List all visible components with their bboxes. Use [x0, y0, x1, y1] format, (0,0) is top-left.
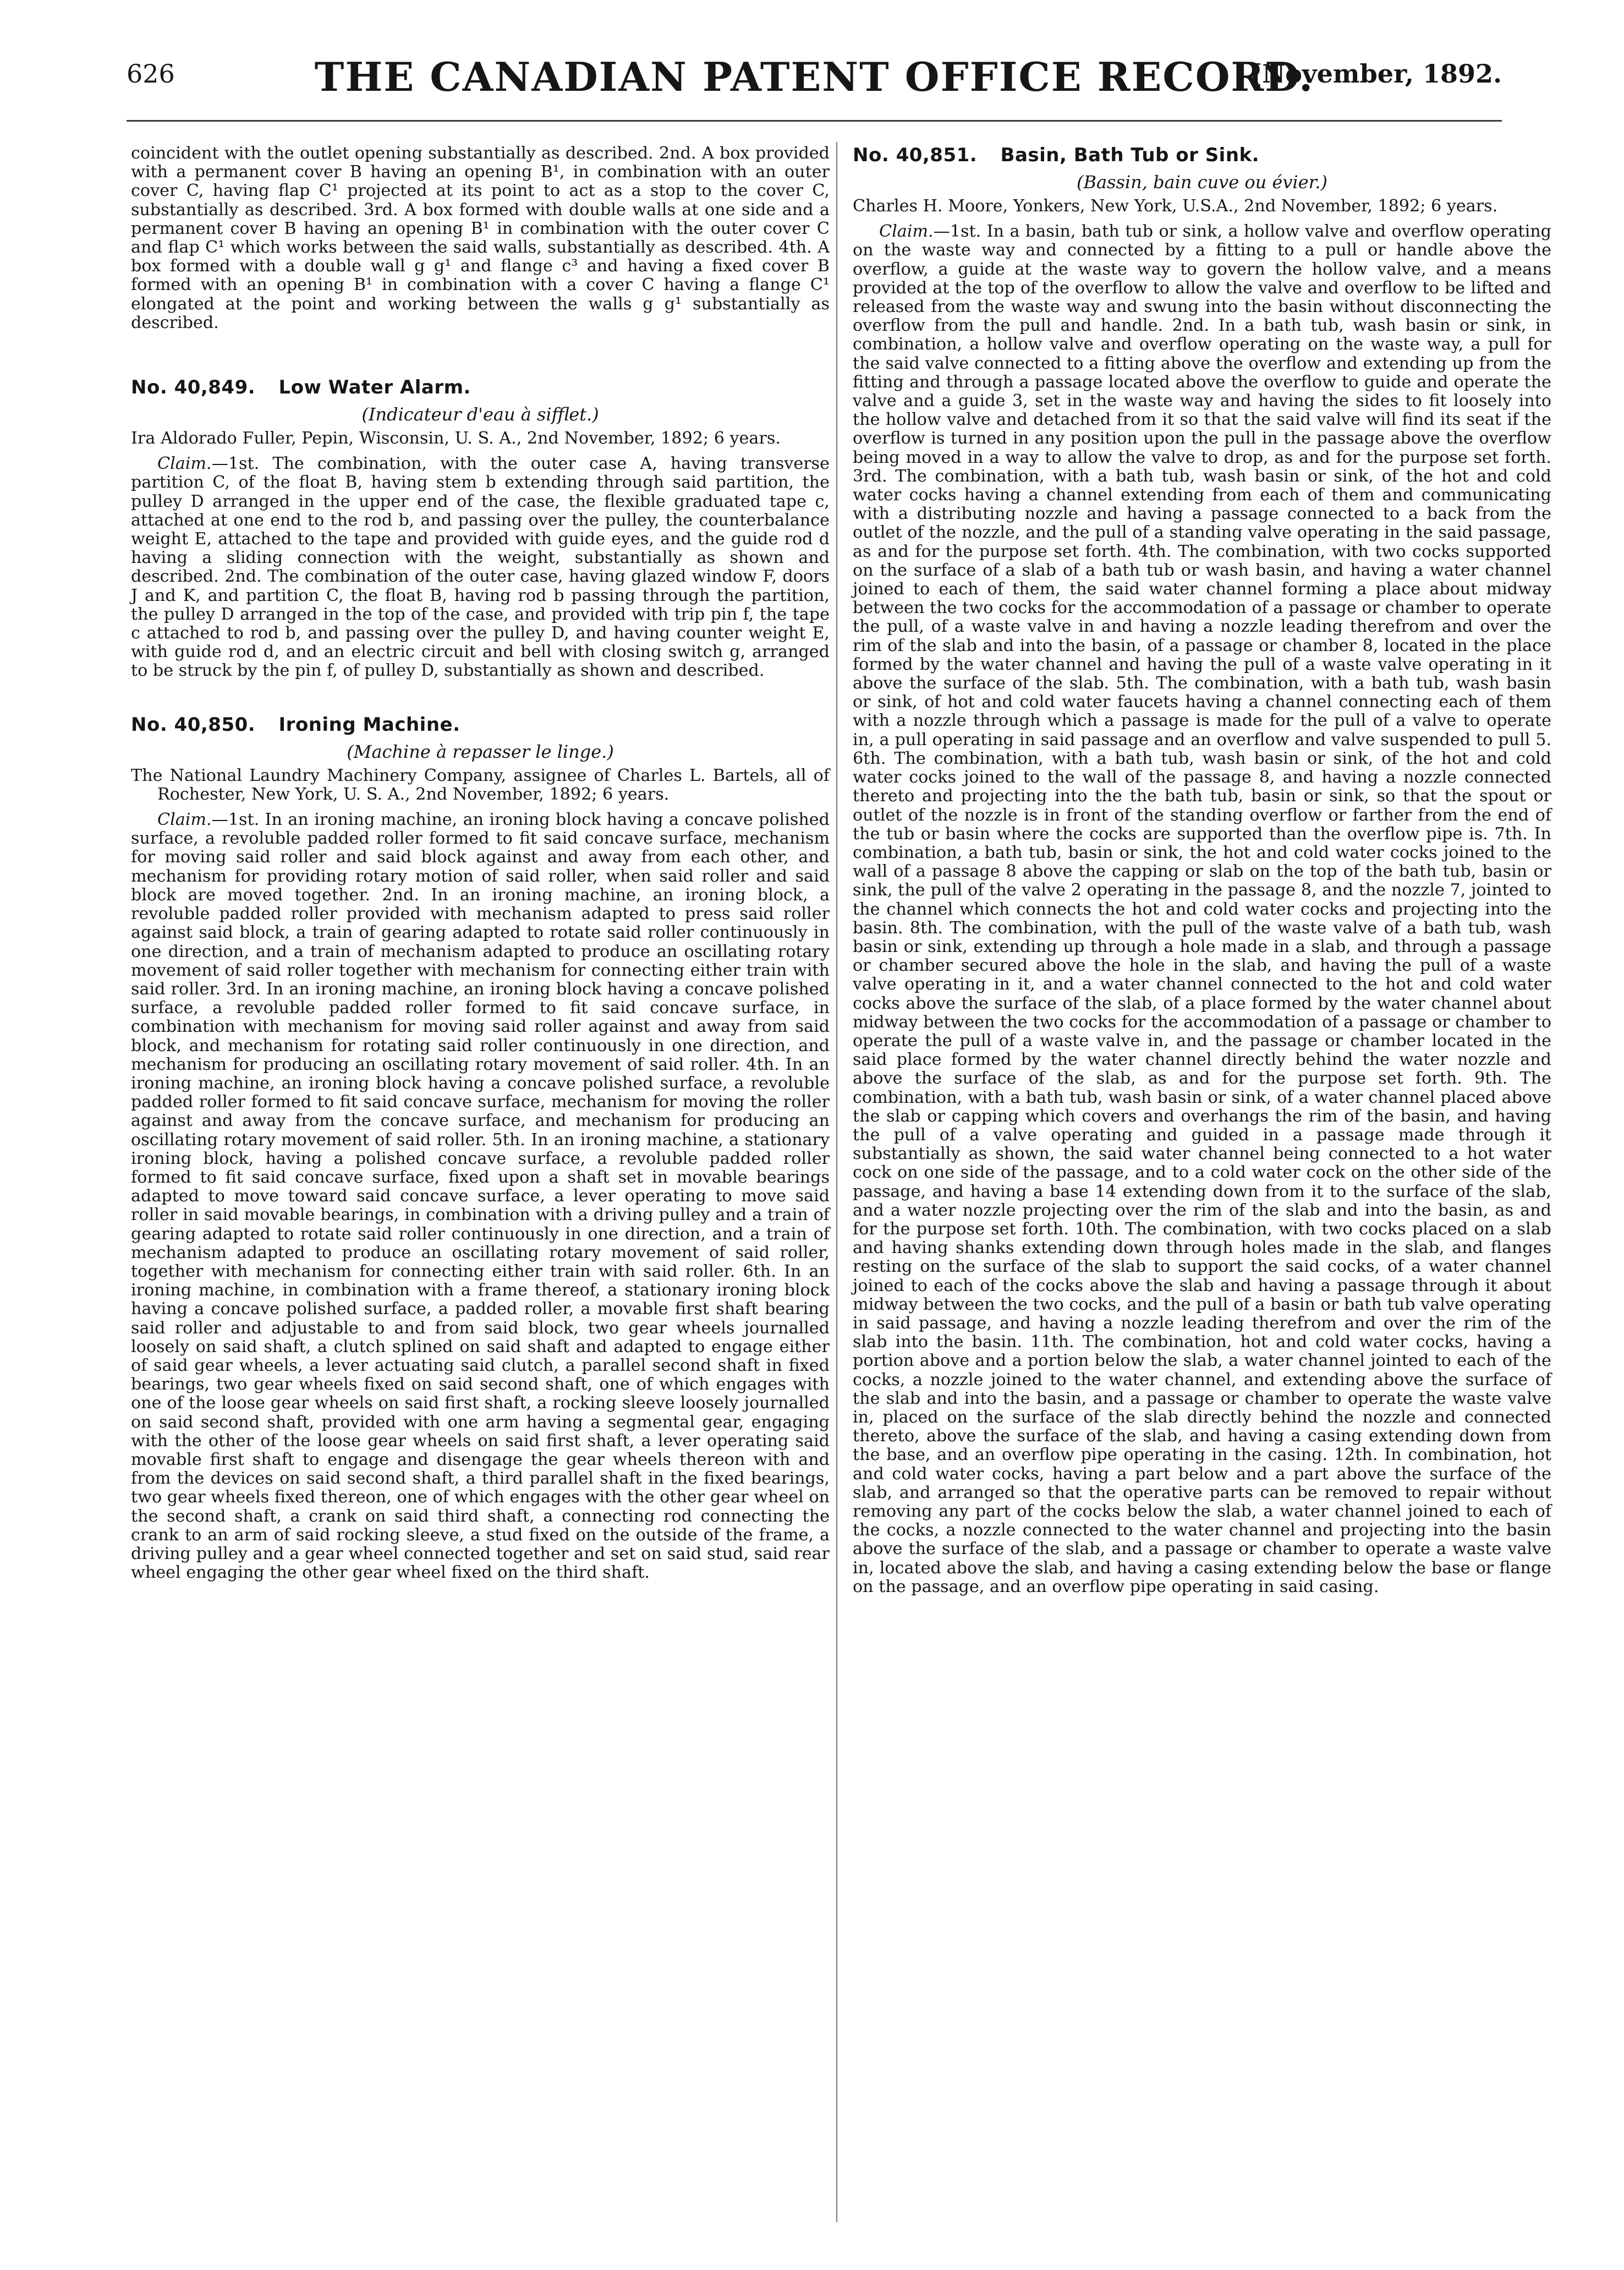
claim-label: Claim. — [157, 810, 212, 830]
issue-date: [November, 1892. — [1250, 59, 1502, 89]
patent-number: No. 40,850. — [131, 713, 256, 736]
inventor-line: Charles H. Moore, Yonkers, New York, U.S.A., 2nd November, 1892; 6 years. — [853, 196, 1498, 216]
entry-heading — [853, 144, 1551, 166]
claim-label: Claim. — [879, 222, 934, 242]
french-title: (Machine à repasser le linge.) — [347, 741, 614, 762]
left-column — [131, 144, 830, 1582]
inventor-line: Ira Aldorado Fuller, Pepin, Wisconsin, U. S. A., 2nd November, 1892; 6 years. — [131, 429, 781, 448]
inventor-line: The National Laundry Machinery Company, assignee of Charles L. Bartels, all of Rochester, New York, U. S. A., 2nd November, 1892; 6 years. — [131, 765, 830, 804]
claim-text — [131, 811, 830, 1582]
entry-heading — [131, 714, 830, 736]
french-title: (Indicateur d'eau à sifflet.) — [361, 404, 599, 425]
entry-heading — [131, 376, 830, 398]
continuation-text: coincident with the outlet opening substantially as described. 2nd. A box provided with a permanent cover B having an opening B¹, in combination with an outer cover C, having flap C¹ projected at its point to act as a stop to the cover C, substantially as described. 3rd. A box formed with double walls at one side and a permanent cover B having an opening B¹ in combination with the outer cover C and flap C¹ which works between the said walls, substantially as described. 4th. A box formed with a double wall g g¹ and flange c³ and having a fixed cover B formed with an opening B¹ in combination with a cover C having a flange C¹ elongated at the point and working between the walls g g¹ substantially as described. — [131, 144, 830, 332]
patent-number: No. 40,851. — [853, 144, 978, 166]
page-header — [127, 47, 1502, 113]
patent-entry-40851 — [853, 144, 1551, 1596]
claim-text — [853, 222, 1551, 1596]
header-rule — [127, 120, 1502, 122]
column-divider — [836, 142, 837, 2222]
publication-title: THE CANADIAN PATENT OFFICE RECORD. — [314, 53, 1314, 100]
claim-body: —1st. The combination, with the outer case A, having transverse partition C, of the float B, having stem b extending through said partition, the pulley D arranged in the upper end of the case, the flexible graduated tape c, attached at one end to the rod b, and passing over the pulley, the counterbalance weight E, attached to the tape and provided with guide eyes, and the guide rod d having a sliding connection with the weight, substantially as shown and described. 2nd. The combination of the outer case, having glazed window F, doors J and K, and partition C, the float B, having rod b passing through the partition, the pulley D arranged in the top of the case, and provided with trip pin f, the tape c attached to rod b, and passing over the pulley D, and having counter weight E, with guide rod d, and an electric circuit and bell with closing switch g, arranged to be struck by the pin f, of pulley D, substantially as shown and described. — [131, 454, 830, 681]
french-title: (Bassin, bain cuve ou évier.) — [1076, 172, 1328, 193]
claim-text — [131, 455, 830, 680]
patent-title: Low Water Alarm. — [278, 376, 471, 399]
patent-number: No. 40,849. — [131, 376, 256, 399]
patent-entry-40850 — [131, 714, 830, 1583]
patent-title: Ironing Machine. — [278, 713, 460, 736]
right-column — [853, 144, 1551, 1596]
patent-title: Basin, Bath Tub or Sink. — [1000, 144, 1260, 166]
patent-entry-40849 — [131, 376, 830, 681]
claim-label: Claim. — [157, 454, 212, 474]
page-number: 626 — [127, 59, 175, 89]
claim-body: —1st. In an ironing machine, an ironing block having a concave polished surface, a revoluble padded roller formed to fit said concave surface, mechanism for moving said roller and said block against and away from each other, and mechanism for providing rotary motion of said roller, when said roller and said block are moved together. 2nd. In an ironing machine, an ironing block, a revoluble padded roller provided with mechanism adapted to press said roller against said block, a train of gearing adapted to rotate said roller continuously in one direction, and a train of mechanism adapted to produce an oscillating rotary movement of said roller together with mechanism for connecting either train with said roller. 3rd. In an ironing machine, an ironing block having a concave polished surface, a revoluble padded roller formed to fit said concave surface, in combination with mechanism for moving said roller against and away from said block, and mechanism for rotating said roller continuously in one direction, and mechanism for producing an oscillating rotary movement of said roller. 4th. In an ironing machine, an ironing block having a concave polished surface, a revoluble padded roller formed to fit said concave surface, mechanism for moving the roller against and away from the concave surface, and mechanism for producing an oscillating rotary movement of said roller. 5th. In an ironing machine, a stationary ironing block, having a polished concave surface, a revoluble padded roller formed to fit said concave surface, fixed upon a shaft set in movable bearings adapted to move toward said concave surface, a lever operating to move said roller in said movable bearings, in combination with a driving pulley and a train of gearing adapted to rotate said roller continuously in one direction, and a train of mechanism adapted to produce an oscillating rotary movement of said roller, together with mechanism for connecting either train with said roller. 6th. In an ironing machine, in combination with a frame thereof, a stationary ironing block having a concave polished surface, a padded roller, a movable first shaft bearing said roller and adjustable to and from said block, two gear wheels journalled loosely on said shaft, a clutch splined on said shaft and adapted to engage either of said gear wheels, a lever actuating said clutch, a parallel second shaft in fixed bearings, two gear wheels fixed on said second shaft, one of which engages with one of the loose gear wheels on said first shaft, a rocking sleeve loosely journalled on said second shaft, provided with one arm having a segmental gear, engaging with the other of the loose gear wheels on said first shaft, a lever operating said movable first shaft to engage and disengage the gear wheels thereon with and from the devices on said second shaft, a third parallel shaft in the fixed bearings, two gear wheels fixed thereon, one of which engages with the other gear wheel on the second shaft, a crank on said third shaft, a connecting rod connecting the crank to an arm of said rocking sleeve, a stud fixed on the outside of the frame, a driving pulley and a gear wheel connected together and set on said stud, said rear wheel engaging the other gear wheel fixed on the third shaft. — [131, 810, 830, 1583]
claim-body: —1st. In a basin, bath tub or sink, a hollow valve and overflow operating on the waste way and connected by a fitting to a pull or handle above the overflow, a guide at the waste way to govern the hollow valve, and a means provided at the top of the overflow to allow the valve and overflow to be lifted and released from the waste way and swung into the basin without disconnecting the overflow from the pull and handle. 2nd. In a bath tub, wash basin or sink, in combination, a hollow valve and overflow operating on the waste way, a pull for the said valve connected to a fitting above the overflow and extending up from the fitting and through a passage located above the overflow to guide and operate the valve and a guide 3, set in the waste way and having the sides to fit loosely into the hollow valve and detached from it so that the said valve will find its seat if the overflow is turned in any position upon the pull in the passage above the overflow being moved in a way to allow the valve to drop, as and for the purpose set forth. 3rd. The combination, with a bath tub, wash basin or sink, of the hot and cold water cocks having a channel extending from each of them and communicating with a distributing nozzle and having a passage connected to a back from the outlet of the nozzle, and the pull of a standing valve operating in the said passage, as and for the purpose set forth. 4th. The combination, with two cocks supported on the surface of a slab of a bath tub or wash basin, and having a water channel joined to each of them, the said water channel forming a place about midway between the two cocks for the accommodation of a passage or chamber to operate the pull, of a waste valve in and having a nozzle leading therefrom and over the rim of the slab and into the basin, of a passage or chamber 8, located in the place formed by the water channel and having the pull of a waste valve operating in it above the surface of the slab. 5th. The combination, with a bath tub, wash basin or sink, of hot and cold water faucets having a channel connecting each of them with a nozzle through which a passage is made for the pull of a valve to operate in, a pull operating in said passage and an overflow and valve suspended to pull 5. 6th. The combination, with a bath tub, wash basin or sink, of the hot and cold water cocks joined to the wall of the passage 8, and having a nozzle connected thereto and projecting into the the bath tub, basin or sink, so that the spout or outlet of the nozzle is in front of the standing overflow or farther from the end of the tub or basin where the cocks are supported than the overflow pipe is. 7th. In combination, a bath tub, basin or sink, the hot and cold water cocks joined to the wall of a passage 8 above the capping or slab on the top of the bath tub, basin or sink, the pull of the valve 2 operating in the passage 8, and the nozzle 7, jointed to the channel which connects the hot and cold water cocks and projecting into the basin. 8th. The combination, with the pull of the waste valve of a bath tub, wash basin or sink, extending up through a hole made in a slab, and through a passage or chamber secured above the hole in the slab, and having the pull of a waste valve operating in it, and a water channel connected to the hot and cold water cocks above the surface of the slab, of a place formed by the water channel about midway between the two cocks for the accommodation of a passage or chamber to operate the pull of a waste valve in, and the passage or chamber located in the said place formed by the water channel directly behind the water nozzle and above the surface of the slab, as and for the purpose set forth. 9th. The combination, with a bath tub, wash basin or sink, of a water channel placed above the slab or capping which covers and overhangs the rim of the basin, and having the pull of a valve operating and guided in a passage made through it substantially as shown, the said water channel being connected to a hot water cock on one side of the passage, and to a cold water cock on the other side of the passage, and having a base 14 extending down from it to the surface of the slab, and a water nozzle projecting over the rim of the slab and into the basin, as and for the purpose set forth. 10th. The combination, with two cocks placed on a slab and having shanks extending down through holes made in the slab, and flanges resting on the surface of the slab to support the said cocks, of a water channel joined to each of the cocks above the slab and having a passage through it about midway between the two cocks, and the pull of a basin or bath tub valve operating in said passage, and having a nozzle leading therefrom and over the rim of the slab into the basin. 11th. The combination, hot and cold water cocks, having a portion above and a portion below the slab, a water channel jointed to each of the cocks, a nozzle joined to the water channel, and extending above the surface of the slab and into the basin, and a passage or chamber to operate the waste valve in, placed on the surface of the slab directly behind the nozzle and connected thereto, above the surface of the slab, and having a casing extending down from the base, and an overflow pipe operating in the casing. 12th. In combination, hot and cold water cocks, having a part below and a part above the surface of the slab, and arranged so that the operative parts can be removed to repair without removing any part of the cocks below the slab, a water channel joined to each of the cocks, a nozzle connected to the water channel and projecting into the basin above the surface of the slab, and a passage or chamber to operate a waste valve in, located above the slab, and having a casing extending below the base or flange on the passage, and an overflow pipe operating in said casing. — [853, 222, 1551, 1596]
